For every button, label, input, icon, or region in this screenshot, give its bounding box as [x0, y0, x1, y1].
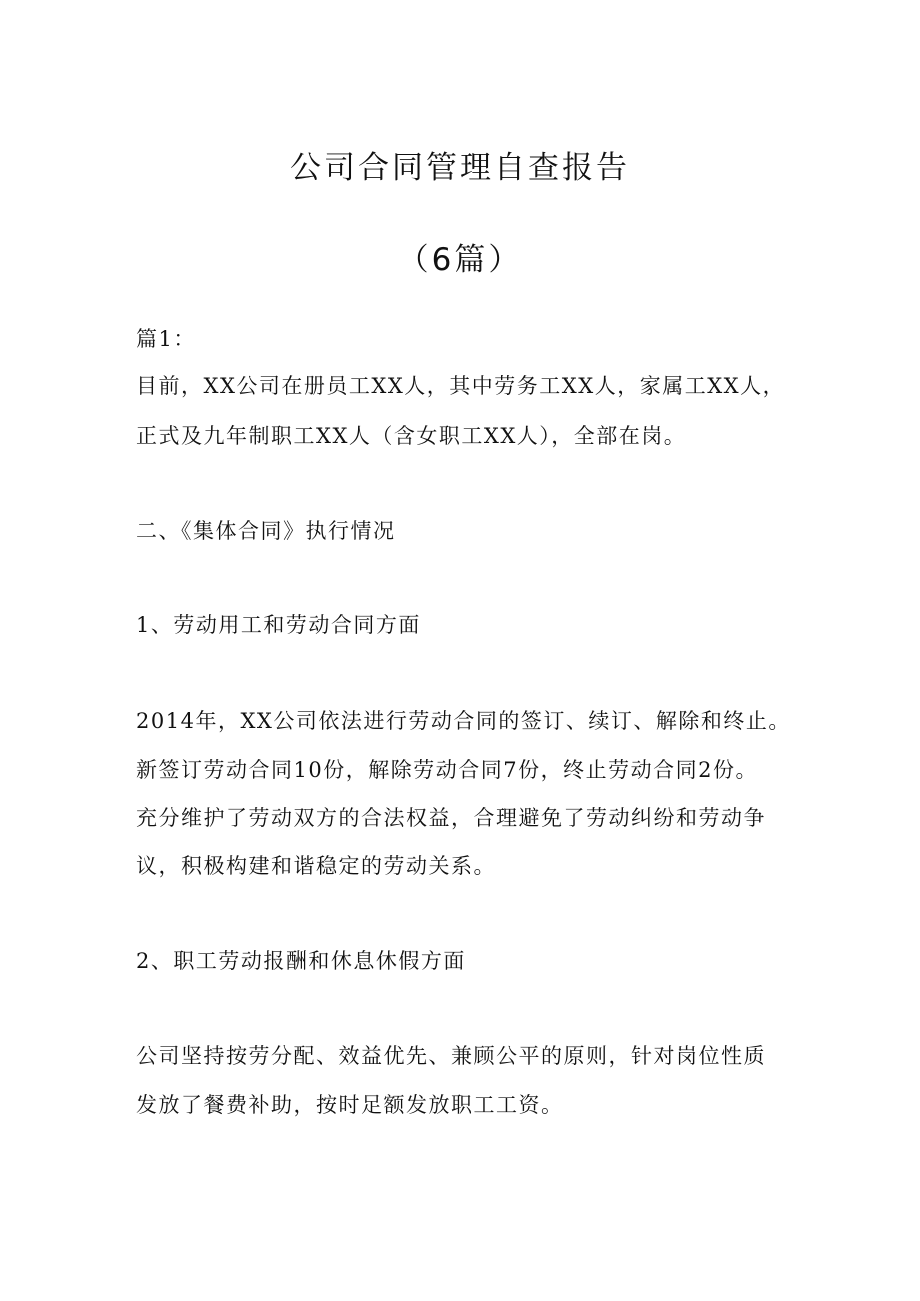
subsection-heading: 2、职工劳动报酬和休息休假方面	[136, 949, 466, 973]
document-subtitle: （6篇）	[397, 242, 523, 278]
paragraph-line: 议，积极构建和谐稳定的劳动关系。	[136, 854, 496, 878]
section-label: 篇1：	[136, 327, 196, 351]
paragraph-line: 发放了餐费补助，按时足额发放职工工资。	[136, 1093, 564, 1117]
paragraph-line: 充分维护了劳动双方的合法权益，合理避免了劳动纠纷和劳动争	[136, 806, 766, 830]
section-heading: 二、《集体合同》执行情况	[136, 519, 396, 543]
document-title: 公司合同管理自查报告	[290, 150, 630, 186]
paragraph-line: 新签订劳动合同10份，解除劳动合同7份，终止劳动合同2份。	[136, 758, 758, 782]
paragraph-line: 目前，XX公司在册员工XX人，其中劳务工XX人，家属工XX人，	[136, 374, 786, 398]
subsection-heading: 1、劳动用工和劳动合同方面	[136, 613, 421, 637]
paragraph-line: 正式及九年制职工XX人（含女职工XX人），全部在岗。	[136, 424, 687, 448]
paragraph-line: 公司坚持按劳分配、效益优先、兼顾公平的原则，针对岗位性质	[136, 1044, 766, 1068]
paragraph-line: 2014年，XX公司依法进行劳动合同的签订、续订、解除和终止。	[136, 709, 791, 733]
